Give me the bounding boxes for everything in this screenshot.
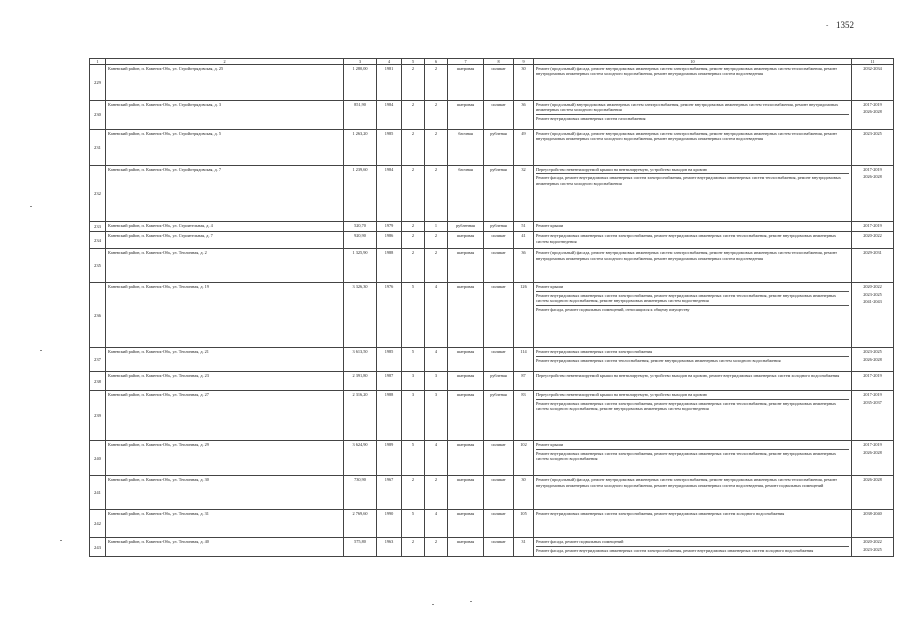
- cell-entr: 3: [425, 372, 448, 391]
- cell-addr: Каневский район, п. Каменск-Обь, ул. Тепличная, д. 29: [106, 441, 344, 476]
- cell-year: 1976: [377, 283, 402, 348]
- cell-years: [852, 222, 894, 232]
- table-body: [90, 59, 894, 557]
- year-range: 2023-2025: [863, 291, 882, 297]
- cell-works: [534, 222, 852, 232]
- cell-year: 1963: [377, 538, 402, 557]
- cell-entr: 2: [425, 249, 448, 283]
- cell-floors: 2: [402, 232, 425, 249]
- cell-pct: 30: [514, 476, 534, 510]
- table-row: [90, 510, 894, 538]
- cell-n: 235: [90, 249, 106, 283]
- cell-addr: Каневский район, п. Каменск-Обь, ул. Стройотрядовская, д. 7: [106, 166, 344, 222]
- cell-entr: 2: [425, 166, 448, 222]
- cell-pct: 126: [514, 283, 534, 348]
- cell-n: 239: [90, 391, 106, 441]
- work-item: Ремонт фасада, ремонт внутридомовых инженерных систем электроснабжения, ремонт внутридомовых инженерных систем теплоснабжения, ремонт внутридомовых инженерных систем холодного водоснабжения: [536, 173, 849, 186]
- corner-mark: -: [826, 21, 829, 29]
- work-item: Ремонт крыши: [536, 223, 564, 228]
- cell-addr: Каневский район, п. Каменск-Обь, ул. Тепличная, д. 2: [106, 249, 344, 283]
- cell-years: [852, 283, 894, 348]
- cell-year: 1967: [377, 476, 402, 510]
- cell-n: 229: [90, 65, 106, 101]
- cell-works: [534, 372, 852, 391]
- column-header: 4: [377, 59, 402, 65]
- cell-wall: силикат: [484, 249, 514, 283]
- year-range: 2026-2028: [863, 174, 882, 180]
- cell-addr: Каневский район, п. Каменск-Обь, ул. Тепличная, д. 27: [106, 391, 344, 441]
- cell-pct: 102: [514, 441, 534, 476]
- cell-roof: шатровая: [448, 65, 484, 101]
- cell-year: 1985: [377, 348, 402, 372]
- cell-area: 1 280,00: [344, 65, 377, 101]
- cell-floors: 2: [402, 166, 425, 222]
- cell-works: [534, 391, 852, 441]
- cell-n: 240: [90, 441, 106, 476]
- cell-area: 851,90: [344, 101, 377, 130]
- cell-n: 230: [90, 101, 106, 130]
- cell-n: 231: [90, 130, 106, 166]
- table-row: [90, 166, 894, 222]
- cell-year: 1988: [377, 249, 402, 283]
- cell-entr: 2: [425, 65, 448, 101]
- cell-wall: силикат: [484, 232, 514, 249]
- year-range: 2026-2028: [863, 109, 882, 115]
- cell-roof: шатровая: [448, 510, 484, 538]
- cell-works: [534, 101, 852, 130]
- work-item: Ремонт фасада, ремонт внутридомовых инженерных систем электроснабжения, ремонт внутридомовых инженерных систем холодного водоснабжения: [536, 546, 849, 553]
- cell-wall: силикат: [484, 283, 514, 348]
- cell-works: [534, 441, 852, 476]
- cell-n: 238: [90, 372, 106, 391]
- column-header: 8: [484, 59, 514, 65]
- year-range: 2029-2031: [863, 250, 882, 256]
- cell-years: [852, 249, 894, 283]
- column-header: 7: [448, 59, 484, 65]
- year-range: 2026-2028: [863, 477, 882, 483]
- cell-floors: 5: [402, 441, 425, 476]
- cell-area: 920,90: [344, 232, 377, 249]
- cell-pct: 114: [514, 348, 534, 372]
- cell-pct: 36: [514, 249, 534, 283]
- cell-year: 1979: [377, 222, 402, 232]
- table-row: [90, 441, 894, 476]
- cell-year: 1984: [377, 166, 402, 222]
- scan-speck: [60, 540, 62, 541]
- year-range: 2020-2022: [863, 233, 882, 239]
- cell-roof: рубленная: [448, 222, 484, 232]
- cell-wall: рубленая: [484, 391, 514, 441]
- work-item: Ремонт внутридомовых инженерных систем теплоснабжения, ремонт внутридомовых инженерных систем холодного водоснабжения: [536, 356, 849, 363]
- cell-entr: 1: [425, 222, 448, 232]
- table-row: [90, 476, 894, 510]
- cell-works: [534, 249, 852, 283]
- cell-area: 1 239,60: [344, 166, 377, 222]
- work-item: Ремонт внутридомовых инженерных систем электроснабжения, ремонт внутридомовых инженерных систем теплоснабжения, ремонт внутридомовых инженерных систем холодного водоснабжения, ремонт внутридомовых инженерных систем водоотведения: [536, 399, 849, 412]
- year-range: 2020-2022: [863, 539, 882, 545]
- cell-wall: рубленая: [484, 372, 514, 391]
- cell-pct: 83: [514, 391, 534, 441]
- cell-year: 1981: [377, 65, 402, 101]
- cell-floors: 2: [402, 101, 425, 130]
- cell-year: 1985: [377, 130, 402, 166]
- cell-wall: силикат: [484, 101, 514, 130]
- year-range: 2035-2037: [863, 399, 882, 405]
- cell-roof: шатровая: [448, 391, 484, 441]
- work-item: Ремонт внутридомовых инженерных систем электроснабжения, ремонт внутридомовых инженерных систем теплоснабжения, ремонт внутридомовых инженерных систем холодного водоснабжения: [536, 449, 849, 462]
- cell-years: [852, 510, 894, 538]
- cell-works: [534, 510, 852, 538]
- cell-floors: 2: [402, 538, 425, 557]
- year-range: 2020-2022: [863, 284, 882, 290]
- cell-entr: 4: [425, 283, 448, 348]
- year-range: 2017-2019: [863, 373, 882, 379]
- table-row: [90, 249, 894, 283]
- cell-years: [852, 232, 894, 249]
- cell-pct: 32: [514, 166, 534, 222]
- column-header: 3: [344, 59, 377, 65]
- cell-years: [852, 476, 894, 510]
- cell-area: 3 326,30: [344, 283, 377, 348]
- cell-wall: рубленая: [484, 166, 514, 222]
- cell-wall: силикат: [484, 65, 514, 101]
- cell-floors: 2: [402, 222, 425, 232]
- cell-years: [852, 538, 894, 557]
- cell-area: 520,70: [344, 222, 377, 232]
- work-item: Ремонт внутридомовых инженерных систем электроснабжения, ремонт внутридомовых инженерных систем теплоснабжения, ремонт внутридомовых инженерных систем водоотведения: [536, 233, 837, 244]
- cell-area: 2 316,20: [344, 391, 377, 441]
- cell-years: [852, 441, 894, 476]
- year-range: 2017-2019: [863, 102, 882, 107]
- cell-entr: 2: [425, 130, 448, 166]
- cell-pct: 105: [514, 510, 534, 538]
- cell-addr: Каневский район, п. Каменск-Обь, ул. Строительная, д. 4: [106, 222, 344, 232]
- cell-roof: шатровая: [448, 348, 484, 372]
- cell-years: [852, 391, 894, 441]
- year-range: 2041-2043: [863, 299, 882, 305]
- cell-entr: 4: [425, 348, 448, 372]
- cell-n: 243: [90, 538, 106, 557]
- cell-pct: 36: [514, 101, 534, 130]
- cell-year: 1988: [377, 391, 402, 441]
- table-row: [90, 283, 894, 348]
- cell-n: 237: [90, 348, 106, 372]
- year-range: 2023-2025: [863, 546, 882, 552]
- cell-area: 3 624,90: [344, 441, 377, 476]
- cell-roof: шатровая: [448, 283, 484, 348]
- cell-works: [534, 130, 852, 166]
- cell-area: 2 391,80: [344, 372, 377, 391]
- work-item: Ремонт фасада, ремонт подвальных помещений, относящихся к общему имуществу: [536, 305, 849, 312]
- cell-roof: шатровая: [448, 232, 484, 249]
- table-row: [90, 538, 894, 557]
- cell-area: 1 263,20: [344, 130, 377, 166]
- cell-floors: 2: [402, 476, 425, 510]
- table-row: [90, 391, 894, 441]
- cell-roof: шатровая: [448, 372, 484, 391]
- work-item: Ремонт внутридомовых инженерных систем электроснабжения, ремонт внутридомовых инженерных систем холодного водоснабжения: [536, 511, 785, 517]
- table-row: [90, 348, 894, 372]
- year-range: 2017-2019: [863, 392, 882, 398]
- cell-addr: Каневский район, п. Каменск-Обь, ул. Тепличная, д. 19: [106, 283, 344, 348]
- cell-addr: Каневский район, п. Каменск-Обь, ул. Стройотрядовская, д. 3: [106, 101, 344, 130]
- cell-years: [852, 65, 894, 101]
- cell-area: 2 769,60: [344, 510, 377, 538]
- cell-addr: Каневский район, п. Каменск-Обь, ул. Тепличная, д. 40: [106, 538, 344, 557]
- cell-wall: силикат: [484, 476, 514, 510]
- cell-addr: Каневский район, п. Каменск-Обь, ул. Тепличная, д. 23: [106, 372, 344, 391]
- cell-pct: 31: [514, 538, 534, 557]
- cell-wall: силикат: [484, 538, 514, 557]
- column-header: 10: [534, 59, 852, 65]
- cell-floors: 2: [402, 65, 425, 101]
- table-row: [90, 372, 894, 391]
- year-range: 2023-2025: [863, 349, 882, 355]
- cell-n: 233: [90, 222, 106, 232]
- work-item: Ремонт крыши: [536, 442, 564, 448]
- cell-n: 242: [90, 510, 106, 538]
- cell-roof: шатровая: [448, 249, 484, 283]
- work-item: Переустройство невентилируемой крыши на вентилируемую, устройство выходов на кровлю: [536, 392, 708, 398]
- work-item: Ремонт (продольный) фасада, ремонт внутридомовых инженерных систем электроснабжения, ремонт внутридомовых инженерных систем теплоснабжения, ремонт внутридомовых инженерных систем холодного водоснабжения, ремонт внутридомовых инженерных систем водоотведения, ремонт подвальных помещений: [536, 477, 838, 488]
- cell-year: 1987: [377, 372, 402, 391]
- cell-years: [852, 130, 894, 166]
- cell-entr: 4: [425, 510, 448, 538]
- year-range: 2038-2040: [863, 511, 882, 517]
- work-item: Ремонт внутридомовых инженерных систем газоснабжения: [536, 114, 849, 121]
- cell-years: [852, 348, 894, 372]
- cell-entr: 2: [425, 101, 448, 130]
- work-item: Переустройство невентилируемой крыши на вентилируемую, устройство выходов на кровлю: [536, 167, 708, 172]
- cell-years: [852, 372, 894, 391]
- column-header: 2: [106, 59, 344, 65]
- column-header: 11: [852, 59, 894, 65]
- cell-works: [534, 232, 852, 249]
- work-item: Ремонт внутридомовых инженерных систем электроснабжения: [536, 349, 653, 355]
- cell-entr: 3: [425, 391, 448, 441]
- cell-roof: шатровая: [448, 441, 484, 476]
- cell-floors: 2: [402, 249, 425, 283]
- cell-n: 241: [90, 476, 106, 510]
- table-row: [90, 130, 894, 166]
- cell-year: 1984: [377, 101, 402, 130]
- scan-speck: [40, 350, 42, 351]
- cell-pct: 41: [514, 232, 534, 249]
- column-header: 9: [514, 59, 534, 65]
- cell-n: 232: [90, 166, 106, 222]
- page-number: 1352: [836, 20, 854, 30]
- column-header: 1: [90, 59, 106, 65]
- cell-entr: 4: [425, 441, 448, 476]
- work-item: Ремонт внутридомовых инженерных систем электроснабжения, ремонт внутридомовых инженерных систем теплоснабжения, ремонт внутридомовых инженерных систем холодного водоснабжения, ремонт внутридомовых инженерных систем водоотведения: [536, 291, 849, 304]
- cell-area: 1 325,90: [344, 249, 377, 283]
- work-item: Ремонт (продольный) фасада, ремонт внутридомовых инженерных систем электроснабжения, ремонт внутридомовых инженерных систем теплоснабжения, ремонт внутридомовых инженерных систем холодного водоснабжения, ремонт внутридомовых инженерных систем водоотведения: [536, 131, 838, 142]
- cell-wall: силикат: [484, 510, 514, 538]
- cell-year: 1989: [377, 441, 402, 476]
- cell-floors: 5: [402, 283, 425, 348]
- scan-speck: [470, 601, 472, 602]
- year-range: 2026-2028: [863, 356, 882, 362]
- cell-wall: рубленая: [484, 130, 514, 166]
- cell-pct: 51: [514, 222, 534, 232]
- year-range: 2017-2019: [863, 167, 882, 172]
- work-item: Переустройство невентилируемой крыши на вентилируемую, устройство выходов на кровлю, ремонт внутридомовых инженерных систем холодного водоснабжения: [536, 373, 840, 379]
- cell-entr: 2: [425, 538, 448, 557]
- cell-floors: 3: [402, 372, 425, 391]
- work-item: Ремонт (продольный) фасада, ремонт внутридомовых инженерных систем электроснабжения, ремонт внутридомовых инженерных систем теплоснабжения, ремонт внутридомовых инженерных систем холодного водоснабжения, ремонт внутридомовых инженерных систем водоотведения: [536, 250, 838, 261]
- table-row: [90, 222, 894, 232]
- cell-roof: шатровая: [448, 101, 484, 130]
- cell-entr: 2: [425, 476, 448, 510]
- cell-floors: 5: [402, 348, 425, 372]
- cell-area: 730,90: [344, 476, 377, 510]
- column-header: 5: [402, 59, 425, 65]
- cell-works: [534, 65, 852, 101]
- work-item: Ремонт (продольный) фасада, ремонт внутридомовых инженерных систем электроснабжения, ремонт внутридомовых инженерных систем теплоснабжения, ремонт внутридомовых инженерных систем холодного водоснабжения, ремонт внутридомовых инженерных систем водоотведения: [536, 66, 838, 77]
- cell-floors: 2: [402, 130, 425, 166]
- cell-addr: Каневский район, п. Каменск-Обь, ул. Стройотрядовская, д. 5: [106, 130, 344, 166]
- work-item: Ремонт (продольный) внутридомовых инженерных систем электроснабжения, ремонт внутридомовых инженерных систем теплоснабжения, ремонт внутридомовых инженерных систем холодного водоснабжения: [536, 102, 839, 113]
- year-range: 2017-2019: [863, 442, 882, 448]
- cell-n: 236: [90, 283, 106, 348]
- cell-works: [534, 476, 852, 510]
- cell-year: 1990: [377, 510, 402, 538]
- cell-addr: Каневский район, п. Каменск-Обь, ул. Тепличная, д. 21: [106, 348, 344, 372]
- year-range: 2032-2034: [863, 66, 882, 71]
- cell-wall: силикат: [484, 348, 514, 372]
- cell-works: [534, 348, 852, 372]
- cell-roof: шатровая: [448, 476, 484, 510]
- cell-wall: рубленая: [484, 222, 514, 232]
- cell-works: [534, 538, 852, 557]
- scan-speck: [432, 604, 434, 605]
- work-item: Ремонт крыши: [536, 284, 564, 290]
- cell-pct: 49: [514, 130, 534, 166]
- table-row: [90, 65, 894, 101]
- cell-year: 1986: [377, 232, 402, 249]
- cell-roof: шатровая: [448, 538, 484, 557]
- year-range: 2026-2028: [863, 449, 882, 455]
- table-row: [90, 232, 894, 249]
- scan-speck: [30, 206, 32, 207]
- cell-addr: Каневский район, п. Каменск-Обь, ул. Тепличная, д. 30: [106, 476, 344, 510]
- year-range: 2017-2019: [863, 223, 882, 228]
- column-header: 6: [425, 59, 448, 65]
- cell-area: 3 613,50: [344, 348, 377, 372]
- cell-years: [852, 166, 894, 222]
- repair-register-table: [89, 58, 894, 557]
- cell-works: [534, 283, 852, 348]
- cell-pct: 87: [514, 372, 534, 391]
- cell-years: [852, 101, 894, 130]
- cell-area: 575,80: [344, 538, 377, 557]
- cell-entr: 2: [425, 232, 448, 249]
- cell-roof: блочная: [448, 130, 484, 166]
- cell-addr: Каневский район, п. Каменск-Обь, ул. Строительная, д. 7: [106, 232, 344, 249]
- cell-addr: Каневский район, п. Каменск-Обь, ул. Стройотрядовская, д. 25: [106, 65, 344, 101]
- cell-floors: 3: [402, 391, 425, 441]
- cell-addr: Каневский район, п. Каменск-Обь, ул. Тепличная, д. 31: [106, 510, 344, 538]
- cell-works: [534, 166, 852, 222]
- cell-n: 234: [90, 232, 106, 249]
- year-range: 2023-2025: [863, 131, 882, 136]
- cell-floors: 5: [402, 510, 425, 538]
- cell-roof: блочная: [448, 166, 484, 222]
- cell-wall: силикат: [484, 441, 514, 476]
- cell-pct: 30: [514, 65, 534, 101]
- table-row: [90, 101, 894, 130]
- work-item: Ремонт фасада, ремонт подвальных помещений: [536, 539, 624, 545]
